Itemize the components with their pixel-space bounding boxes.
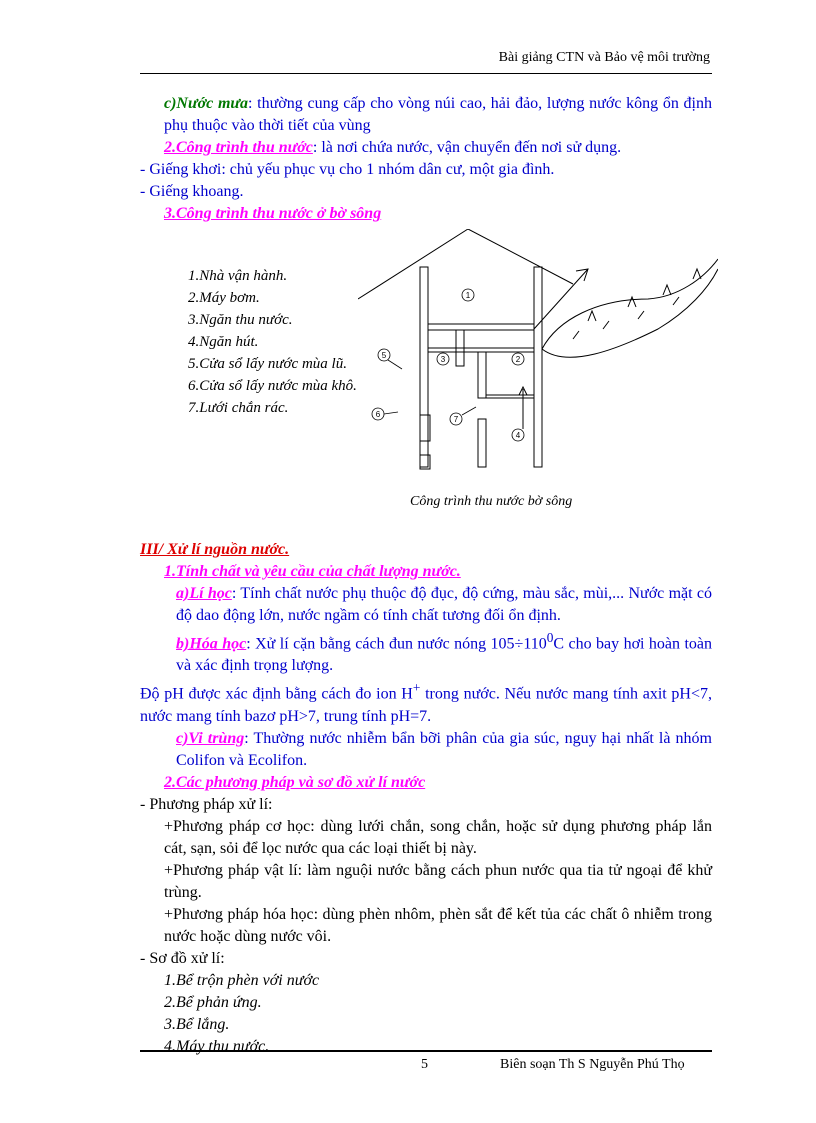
intake-paragraph — [140, 137, 712, 159]
subsection-1-title: 1.Tính chất và yêu cầu của chất lượng nước. — [164, 563, 461, 580]
leader-7 — [462, 407, 476, 415]
roof-right-line — [468, 229, 573, 284]
grass-marks — [588, 269, 701, 321]
scheme-item: 2.Bể phản ứng. — [164, 993, 262, 1011]
marker-label: 4 — [515, 431, 521, 440]
legend-item: 3.Ngăn thu nước. — [188, 312, 293, 328]
marker-label: 3 — [440, 355, 446, 364]
subsection-2-title: 2.Các phương pháp và sơ đồ xử lí nước — [164, 773, 426, 791]
legend-item: 2.Máy bơm. — [188, 290, 260, 306]
header-rule — [140, 73, 712, 74]
scheme-heading: - Sơ đồ xử lí: — [140, 949, 225, 967]
left-wall — [420, 267, 428, 467]
marker-label: 2 — [515, 355, 521, 364]
figure-legend — [188, 265, 357, 419]
marker-label: 1 — [465, 291, 471, 300]
partition-mid — [478, 352, 486, 398]
method-chemical: +Phương pháp hóa học: dùng phèn nhôm, phèn sắt để kết tủa các chất ô nhiễm trong nước hoặc dùng nước vôi. — [164, 905, 712, 945]
rain-paragraph — [140, 93, 712, 137]
partition-lower — [478, 419, 486, 467]
right-wall — [534, 267, 542, 467]
roof-left-line — [358, 229, 468, 299]
scheme-item: 1.Bể trộn phèn với nước — [164, 971, 320, 989]
footer-author: Biên soạn Th S Nguyễn Phú Thọ — [500, 1057, 685, 1072]
footer-rule — [140, 1050, 712, 1052]
river-intake-title: 3.Công trình thu nước ở bờ sông — [164, 205, 382, 222]
intake-text: : là nơi chứa nước, vận chuyển đến nơi sử dụng. — [312, 139, 622, 156]
intake-diagram-svg — [358, 229, 718, 479]
ph-paragraph: Độ pH được xác định bằng cách đo ion H+ trong nước. Nếu nước mang tính axit pH<7, nước mang tính bazơ pH>7, trung tính pH=7. — [140, 680, 713, 725]
physics-paragraph: a)Lí học: Tính chất nước phụ thuộc độ đục, độ cứng, màu sắc, mùi,... Nước mặt có độ dao động lớn, nước ngầm có tính chất tương đối ổn định. — [176, 585, 713, 624]
well1-line: - Giếng khơi: chủ yếu phục vụ cho 1 nhóm dân cư, một gia đình. — [140, 161, 555, 178]
chemistry-paragraph: b)Hóa học: Xử lí cặn bằng cách đun nước nóng $105\div 110^0C$ cho bay hơi hoàn toàn và xác định trọng lượng. — [176, 630, 713, 675]
legend-item: 6.Cửa sổ lấy nước mùa khô. — [188, 378, 357, 394]
section-title: III/ Xử lí nguồn nước. — [140, 541, 290, 558]
river-intake-figure — [140, 225, 712, 539]
well2-line: - Giếng khoang. — [140, 183, 244, 200]
scheme-item: 3.Bể lắng. — [164, 1015, 230, 1033]
figure-caption: Công trình thu nước bờ sông — [410, 494, 573, 509]
marker-label: 7 — [453, 415, 459, 424]
legend-item: 1.Nhà vận hành. — [188, 268, 288, 284]
rain-text: : thường cung cấp cho vòng núi cao, hải đảo, lượng nước kông ổn định phụ thuộc vào thời tiết của vùng — [164, 95, 713, 134]
legend-item: 4.Ngăn hút. — [188, 334, 259, 350]
bacteria-paragraph: c)Vi trùng: Thường nước nhiễm bẩn bỡi phân của gia súc, nguy hại nhất là nhóm Colifon và Ecolifon. — [176, 729, 713, 769]
marker-label: 6 — [375, 410, 381, 419]
page-content — [140, 93, 712, 1058]
leader-5 — [388, 360, 402, 369]
scheme-item: 4.Máy thu nước. — [164, 1037, 270, 1055]
leader-6 — [384, 412, 398, 414]
page-header: Bài giảng CTN và Bảo vệ môi trường — [498, 50, 710, 65]
legend-item: 5.Cửa sổ lấy nước mùa lũ. — [188, 356, 347, 372]
page-number: 5 — [421, 1057, 428, 1072]
methods-heading: - Phương pháp xử lí: — [140, 795, 273, 813]
marker-label: 5 — [381, 351, 387, 360]
legend-item: 7.Lưới chắn rác. — [188, 400, 289, 416]
intake-label: 2.Công trình thu nước — [164, 139, 313, 156]
rain-label: c)Nước mưa — [164, 95, 249, 112]
method-mechanical: +Phương pháp cơ học: dùng lưới chắn, song chắn, hoặc sử dụng phương pháp lắn cát, sạn, sỏi để lọc nước qua các loại thiết bị này. — [164, 817, 712, 857]
riverbank-bottom — [542, 269, 718, 357]
method-physical: +Phương pháp vật lí: làm nguội nước bằng cách phun nước qua tia tử ngoại để khử trùng. — [164, 861, 712, 901]
